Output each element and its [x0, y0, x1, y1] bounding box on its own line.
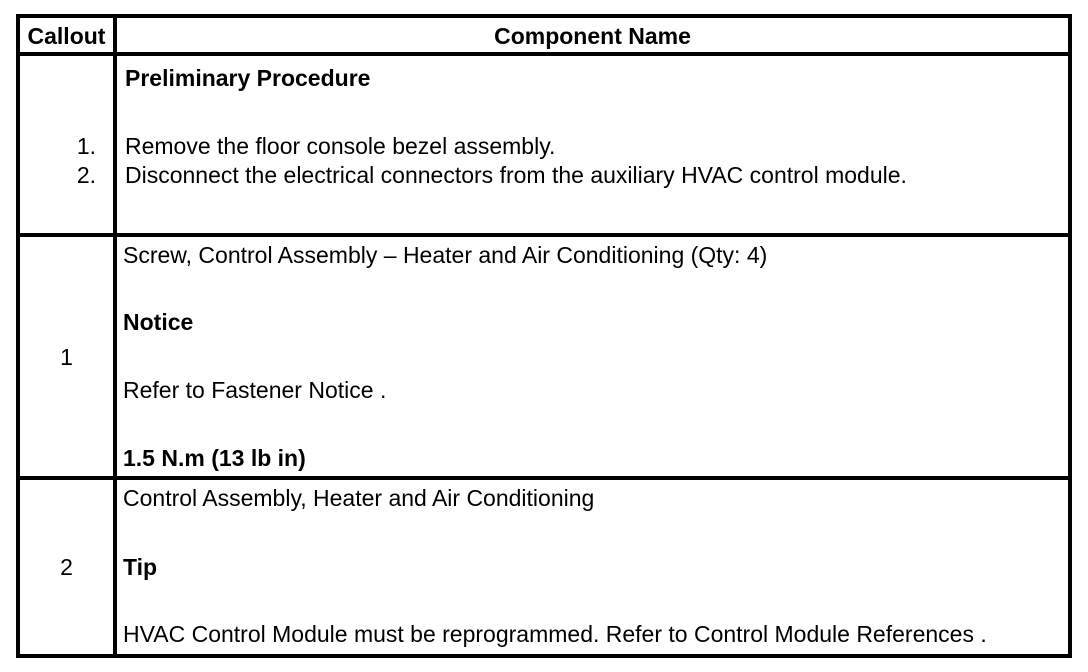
- row-1-callout: 1: [60, 344, 73, 370]
- preliminary-title: Preliminary Procedure: [125, 65, 371, 91]
- table-border-bottom: [16, 654, 1072, 658]
- preliminary-divider: [16, 233, 1072, 237]
- row-1-divider: [16, 476, 1072, 480]
- header-callout: Callout: [27, 23, 106, 49]
- column-divider: [113, 14, 117, 658]
- step-1-text: Remove the floor console bezel assembly.: [125, 133, 556, 159]
- step-2-number: 2.: [76, 162, 96, 188]
- row-1-notice-heading: Notice: [123, 309, 194, 335]
- row-2-component: Control Assembly, Heater and Air Conditioning: [123, 485, 595, 511]
- step-1-number: 1.: [76, 133, 96, 159]
- header-divider: [16, 52, 1072, 56]
- table-border-top: [16, 14, 1072, 18]
- row-2-callout: 2: [60, 554, 73, 580]
- row-2-tip-heading: Tip: [123, 554, 158, 580]
- header-component-name: Component Name: [494, 23, 691, 49]
- table-border-right: [1068, 14, 1072, 658]
- row-1-notice-text: Refer to Fastener Notice .: [123, 377, 387, 403]
- step-2-text: Disconnect the electrical connectors from the auxiliary HVAC control module.: [125, 162, 907, 188]
- row-1-torque: 1.5 N.m (13 lb in): [123, 445, 306, 471]
- row-2-tip-text: HVAC Control Module must be reprogrammed. Refer to Control Module References .: [123, 621, 987, 647]
- row-1-component: Screw, Control Assembly – Heater and Air Conditioning (Qty: 4): [123, 242, 768, 268]
- procedure-table: [16, 14, 1072, 658]
